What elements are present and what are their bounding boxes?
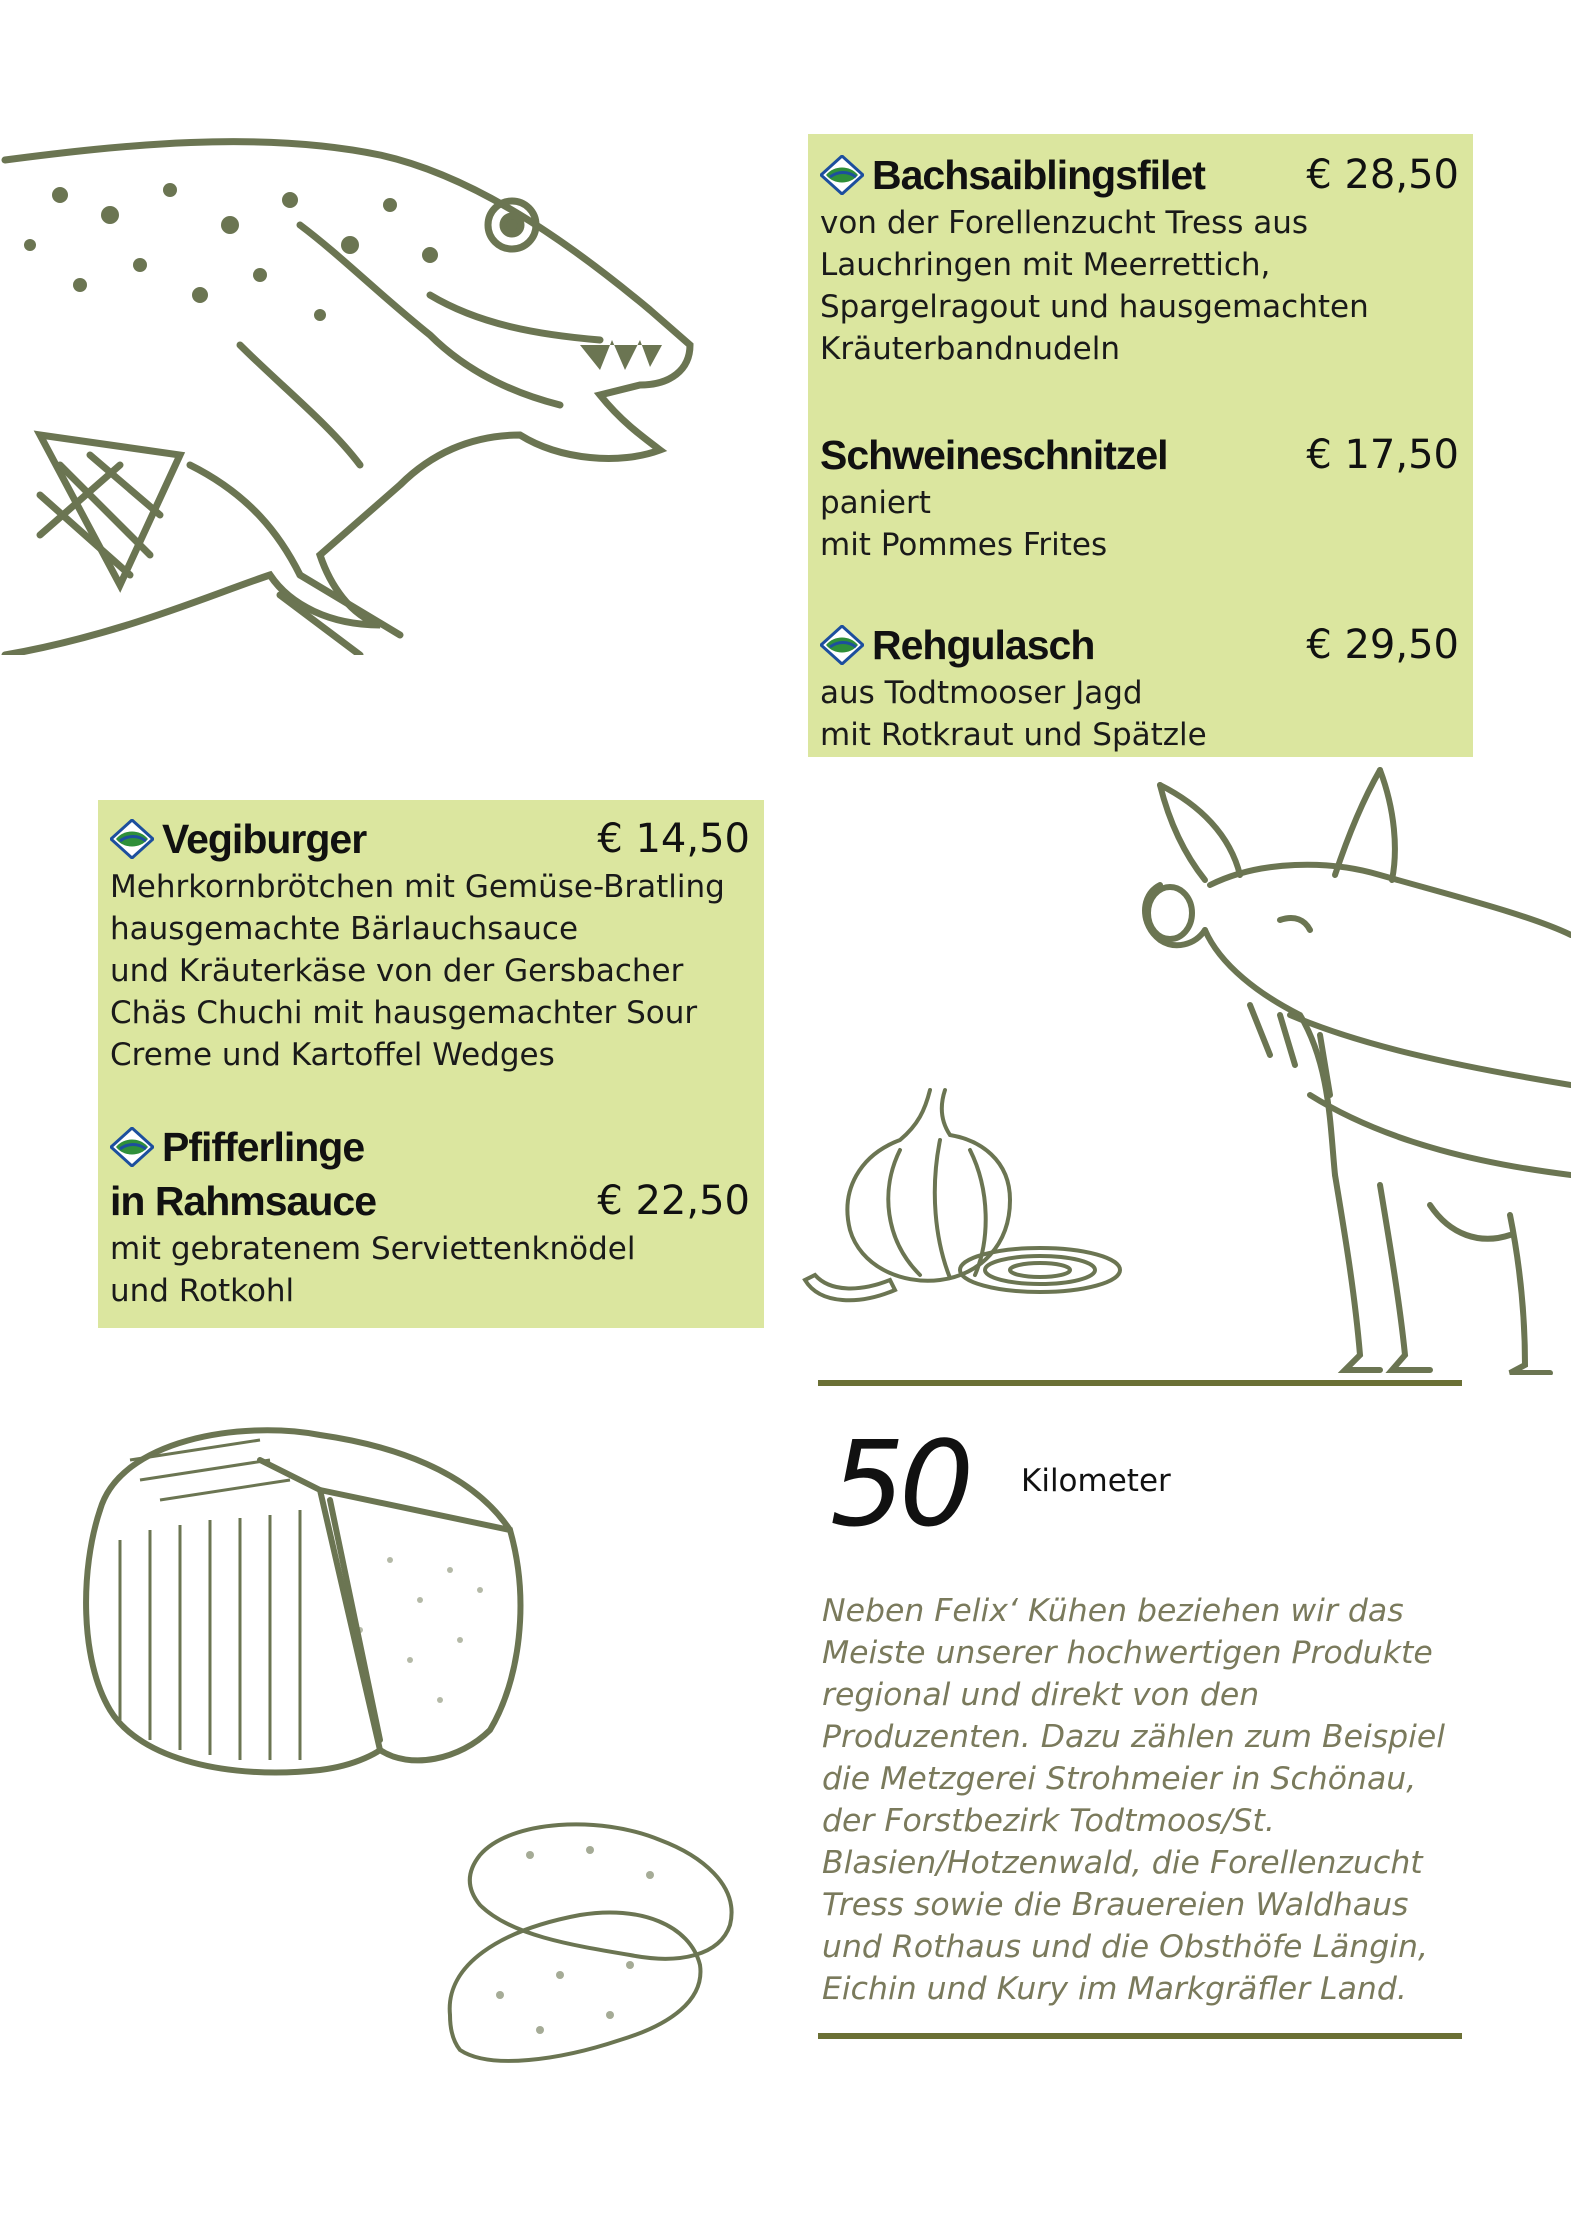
dish-name: Rehgulasch	[872, 621, 1095, 668]
divider-bottom	[818, 2033, 1462, 2039]
dish-pfifferlinge	[110, 1120, 750, 1312]
pig-illustration	[1130, 765, 1571, 1375]
divider-top	[818, 1380, 1462, 1386]
dish-description: mit gebratenem Serviettenknödel und Rotkohl	[110, 1231, 636, 1309]
dish-description: von der Forellenzucht Tress aus Lauchringen mit Meerrettich, Spargelragout und hausgemachten Kräuterbandnudeln	[820, 205, 1369, 367]
dish-description: aus Todtmooser Jagd mit Rotkraut und Spätzle	[820, 675, 1207, 753]
dish-rehgulasch	[820, 618, 1459, 756]
dish-vegiburger	[110, 812, 750, 1076]
distance-number: 50	[830, 1415, 969, 1553]
dish-price: € 29,50	[1306, 622, 1459, 668]
onion-illustration	[800, 1080, 1140, 1330]
dish-bachsaiblingsfilet	[820, 148, 1459, 370]
dish-description: Mehrkornbrötchen mit Gemüse-Bratling hausgemachte Bärlauchsauce und Kräuterkäse von der Gersbacher Chäs Chuchi mit hausgemachter Sour Creme und Kartoffel Wedges	[110, 869, 725, 1073]
dish-price: € 22,50	[597, 1178, 750, 1224]
potato-illustration	[440, 1815, 740, 2085]
dish-name: Vegiburger	[162, 815, 367, 862]
regional-leaf-icon	[820, 625, 864, 665]
menu-box-left	[98, 800, 764, 1328]
regional-leaf-icon	[820, 155, 864, 195]
dish-description: paniert mit Pommes Frites	[820, 485, 1108, 563]
dish-name: Bachsaiblingsfilet	[872, 151, 1205, 198]
distance-unit: Kilometer	[1021, 1463, 1171, 1499]
dish-name-line2: in Rahmsauce	[110, 1177, 376, 1224]
cheese-illustration	[60, 1400, 540, 1790]
dish-schweineschnitzel	[820, 428, 1459, 566]
regional-leaf-icon	[110, 1127, 154, 1167]
dish-price: € 14,50	[597, 816, 750, 862]
dish-price: € 28,50	[1306, 152, 1459, 198]
regional-sourcing-text: Neben Felix‘ Kühen beziehen wir das Meiste unserer hochwertigen Produkte regional und direkt von den Produzenten. Dazu zählen zum Beispiel die Metzgerei Strohmeier in Schönau, der Forstbezirk Todtmoos/St. Blasien/Hotzenwald, die Forellenzucht Tress sowie die Brauereien Waldhaus und Rothaus und die Obsthöfe Längin, Eichin und Kury im Markgräfler Land.	[822, 1593, 1445, 2007]
dish-name-line1: Pfifferlinge	[162, 1123, 365, 1170]
dish-price: € 17,50	[1306, 432, 1459, 478]
regional-leaf-icon	[110, 819, 154, 859]
trout-illustration	[0, 135, 710, 655]
menu-box-right	[808, 134, 1473, 757]
dish-name: Schweineschnitzel	[820, 431, 1168, 478]
